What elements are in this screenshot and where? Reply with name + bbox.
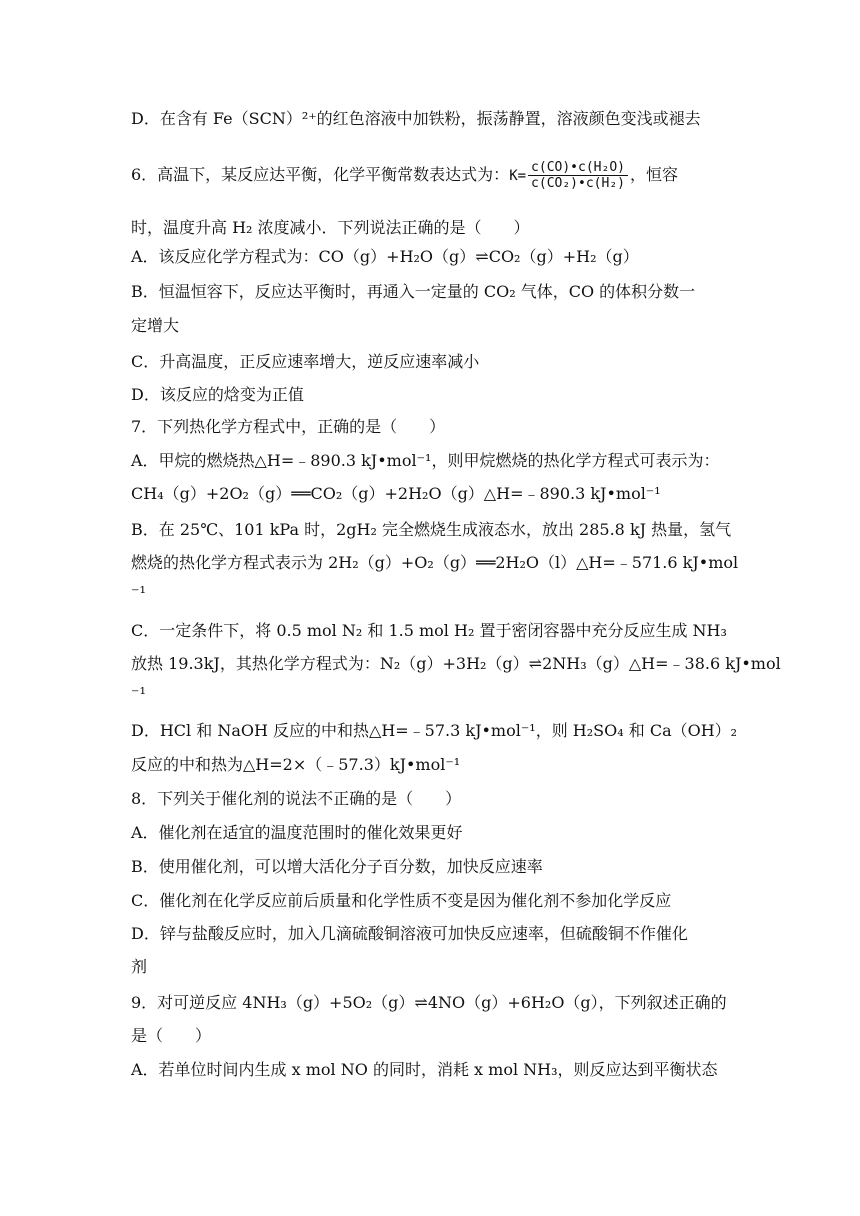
- text-line-content: B．在 25℃、101 kPa 时，2gH₂ 完全燃烧生成液态水，放出 285.8 kJ 热量，氢气: [131, 520, 732, 539]
- text-line: [131, 787, 731, 811]
- text-line: [131, 280, 731, 304]
- question-6-line: [131, 160, 731, 191]
- text-line: [131, 922, 731, 946]
- text-line: [131, 216, 731, 240]
- text-line-content: D．HCl 和 NaOH 反应的中和热△H=﹣57.3 kJ•mol⁻¹，则 H₂SO₄ 和 Ca（OH）₂: [131, 721, 738, 740]
- text-line-content: 放热 19.3kJ，其热化学方程式为：N₂（g）+3H₂（g）⇌2NH₃（g）△H=﹣38.6 kJ•mol: [131, 654, 781, 673]
- equilibrium-constant-fraction: [528, 160, 628, 191]
- text-line-content: A．该反应化学方程式为：CO（g）+H₂O（g）⇌CO₂（g）+H₂（g）: [131, 247, 639, 266]
- text-line: [131, 753, 731, 777]
- text-line: [131, 314, 731, 338]
- text-line: [131, 383, 731, 407]
- text-line-content: C．催化剂在化学反应前后质量和化学性质不变是因为催化剂不参加化学反应: [131, 891, 672, 910]
- fraction-denominator: c(CO₂)•c(H₂): [528, 175, 628, 191]
- text-line-content: 燃烧的热化学方程式表示为 2H₂（g）+O₂（g）══2H₂O（l）△H=﹣571.6 kJ•mol: [131, 553, 739, 572]
- text-line-content: ⁻¹: [131, 583, 146, 602]
- text-line: [131, 682, 731, 706]
- text-line-content: A．若单位时间内生成 x mol NO 的同时，消耗 x mol NH₃，则反应达到平衡状态: [131, 1060, 718, 1079]
- text-line-content: B．恒温恒容下，反应达平衡时，再通入一定量的 CO₂ 气体，CO 的体积分数一: [131, 282, 696, 301]
- text-line: [131, 719, 738, 743]
- text-line: [131, 482, 731, 506]
- text-line: [131, 652, 781, 676]
- text-line-content: D．该反应的焓变为正值: [131, 385, 304, 404]
- text-line-content: D．锌与盐酸反应时，加入几滴硫酸铜溶液可加快反应速率，但硫酸铜不作催化: [131, 924, 688, 943]
- text-line: [131, 449, 731, 473]
- question-6-prefix: 6．高温下，某反应达平衡，化学平衡常数表达式为：: [131, 165, 510, 184]
- text-line: [131, 619, 731, 643]
- text-line-content: 8．下列关于催化剂的说法不正确的是（ ）: [131, 789, 462, 808]
- fraction-numerator: c(CO)•c(H₂O): [531, 160, 625, 175]
- text-line: [131, 1058, 731, 1082]
- text-line: [131, 551, 739, 575]
- text-line: [131, 1024, 731, 1048]
- equilibrium-constant-label: K=: [509, 168, 527, 184]
- text-line: [131, 855, 731, 879]
- text-line-content: A．催化剂在适宜的温度范围时的催化效果更好: [131, 823, 463, 842]
- text-line: [131, 821, 731, 845]
- text-line-content: 9．对可逆反应 4NH₃（g）+5O₂（g）⇌4NO（g）+6H₂O（g），下列叙述正确的: [131, 993, 727, 1012]
- text-line: [131, 245, 731, 269]
- text-line-content: CH₄（g）+2O₂（g）══CO₂（g）+2H₂O（g）△H=﹣890.3 kJ•mol⁻¹: [131, 484, 661, 503]
- text-line-content: 7．下列热化学方程式中，正确的是（ ）: [131, 417, 446, 436]
- question-6-suffix: ，恒容: [629, 165, 678, 184]
- text-line: [131, 581, 731, 605]
- text-line: [131, 991, 731, 1015]
- text-line-content: C．升高温度，正反应速率增大，逆反应速率减小: [131, 352, 480, 371]
- text-line-content: B．使用催化剂，可以增大活化分子百分数，加快反应速率: [131, 857, 543, 876]
- text-line: [131, 350, 731, 374]
- text-line-content: 时，温度升高 H₂ 浓度减小．下列说法正确的是（ ）: [131, 218, 530, 237]
- text-line: [131, 955, 731, 979]
- text-line-content: A．甲烷的燃烧热△H=﹣890.3 kJ•mol⁻¹，则甲烷燃烧的热化学方程式可表示为：: [131, 451, 720, 470]
- text-line: [131, 415, 731, 439]
- text-line-content: 反应的中和热为△H=2×（﹣57.3）kJ•mol⁻¹: [131, 755, 461, 774]
- text-line: [131, 107, 731, 131]
- text-line-content: 是（ ）: [131, 1026, 212, 1045]
- text-line: [131, 889, 731, 913]
- text-line: [131, 518, 731, 542]
- text-line-content: C．一定条件下，将 0.5 mol N₂ 和 1.5 mol H₂ 置于密闭容器中充分反应生成 NH₃: [131, 621, 727, 640]
- text-line-content: ⁻¹: [131, 684, 146, 703]
- text-line-content: 剂: [131, 957, 148, 976]
- text-line-content: D．在含有 Fe（SCN）²⁺的红色溶液中加铁粉，振荡静置，溶液颜色变浅或褪去: [131, 109, 701, 128]
- text-line-content: 定增大: [131, 316, 180, 335]
